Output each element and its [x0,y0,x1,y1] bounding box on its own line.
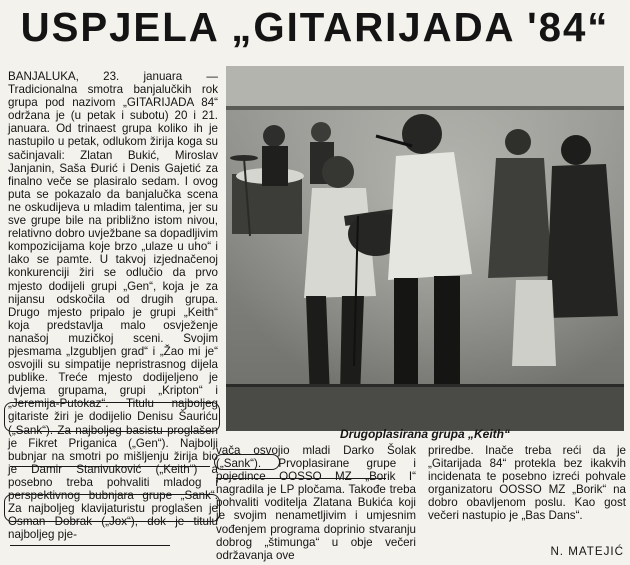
author-byline: N. MATEJIĆ [550,545,624,558]
article-paragraph: priredbe. Inače treba reći da je „Gitarijada 84“ protekla bez ikakvih incidenata te posebno izreći pohvale organizatoru OOSSO MZ „Borik“ na dobro obavljenom poslu. Kao gost večeri nastupio je „Bas Dans“. [428,444,626,523]
band-photo [226,66,624,431]
article-column-1 [8,70,218,560]
article-paragraph: vača osvojio mladi Darko Šolak („Sank“). Prvoplasirane grupe i pojedince OOSSO MZ „Borik I“ nagradila je LP pločama. Takođe treba pohvaliti voditelja Zlatana Bukića koji je svojim nenametljivim i umjesnim vođenjem programa doprinio stvaranju dobrog „štimunga“ u obje večeri održavanja ove [216,444,416,562]
article-paragraph: BANJALUKA, 23. januara — Tradicionalna smotra banjalučkih rok grupa pod nazivom „GITARIJADA 84“ održana je (u petak i subotu) 20 i 21. januara. Od trinaest grupa koliko ih je nastupilo u petak, odlukom žirija koga su sačinjavali: Zlatan Bukić, Miroslav Janjanin, Saša Đurić i Denis Gajetić za finalno veče se plasiralo sedam. I ovog puta se pokazalo da banjalučka scena ne oskudijeva u mladim talentima, jer su sve grupe bile na približno istom nivou, relativno dobro uvježbane sa dopadljivim kompozicijama koje brzo „ulaze u uho“ i lako se pamte. U takvoj izjednačenoj konkurenciji žiri se odlučio da prvo mjesto dodijeli grupi „Gen“, koja je za nijansu odskočila od drugih grupa. Drugo mjesto pripalo je grupi „Keith“ koja predstavlja malo osvježenje nanašoj muzičkoj sceni. Svojim pjesmama „Izgubljen grad“ i „Žao mi je“ osvojili su simpatije nepristrasnog dijela publike. Treće mjesto dodijeljeno je dvjema grupama, grupi „Kripton“ i „Jeremija-Putokaz“. Titulu najboljeg gitariste žiri je dodijelio Denisu Šauriću („Sank“). Za najboljeg basistu proglašen je Fikret Priganica („Gen“). Najbolji bubnjar na smotri po mišljenju žirija bio je Damir Stanivuković („Keith“) a posebno treba pohvaliti mladog i perspektivnog bubnjara grupe „Sank“. Za najboljeg klavijaturistu proglašen je Osman Dobrak („Jox“), dok je titulu najboljeg pje- [8,70,218,542]
article-column-3 [428,444,626,523]
photo-caption: Drugoplasirana grupa „Keith“ [339,427,511,441]
article-headline: USPJELA „GITARIJADA '84“ [20,4,610,50]
article-column-2 [216,444,416,562]
band-photo-image [226,66,624,431]
